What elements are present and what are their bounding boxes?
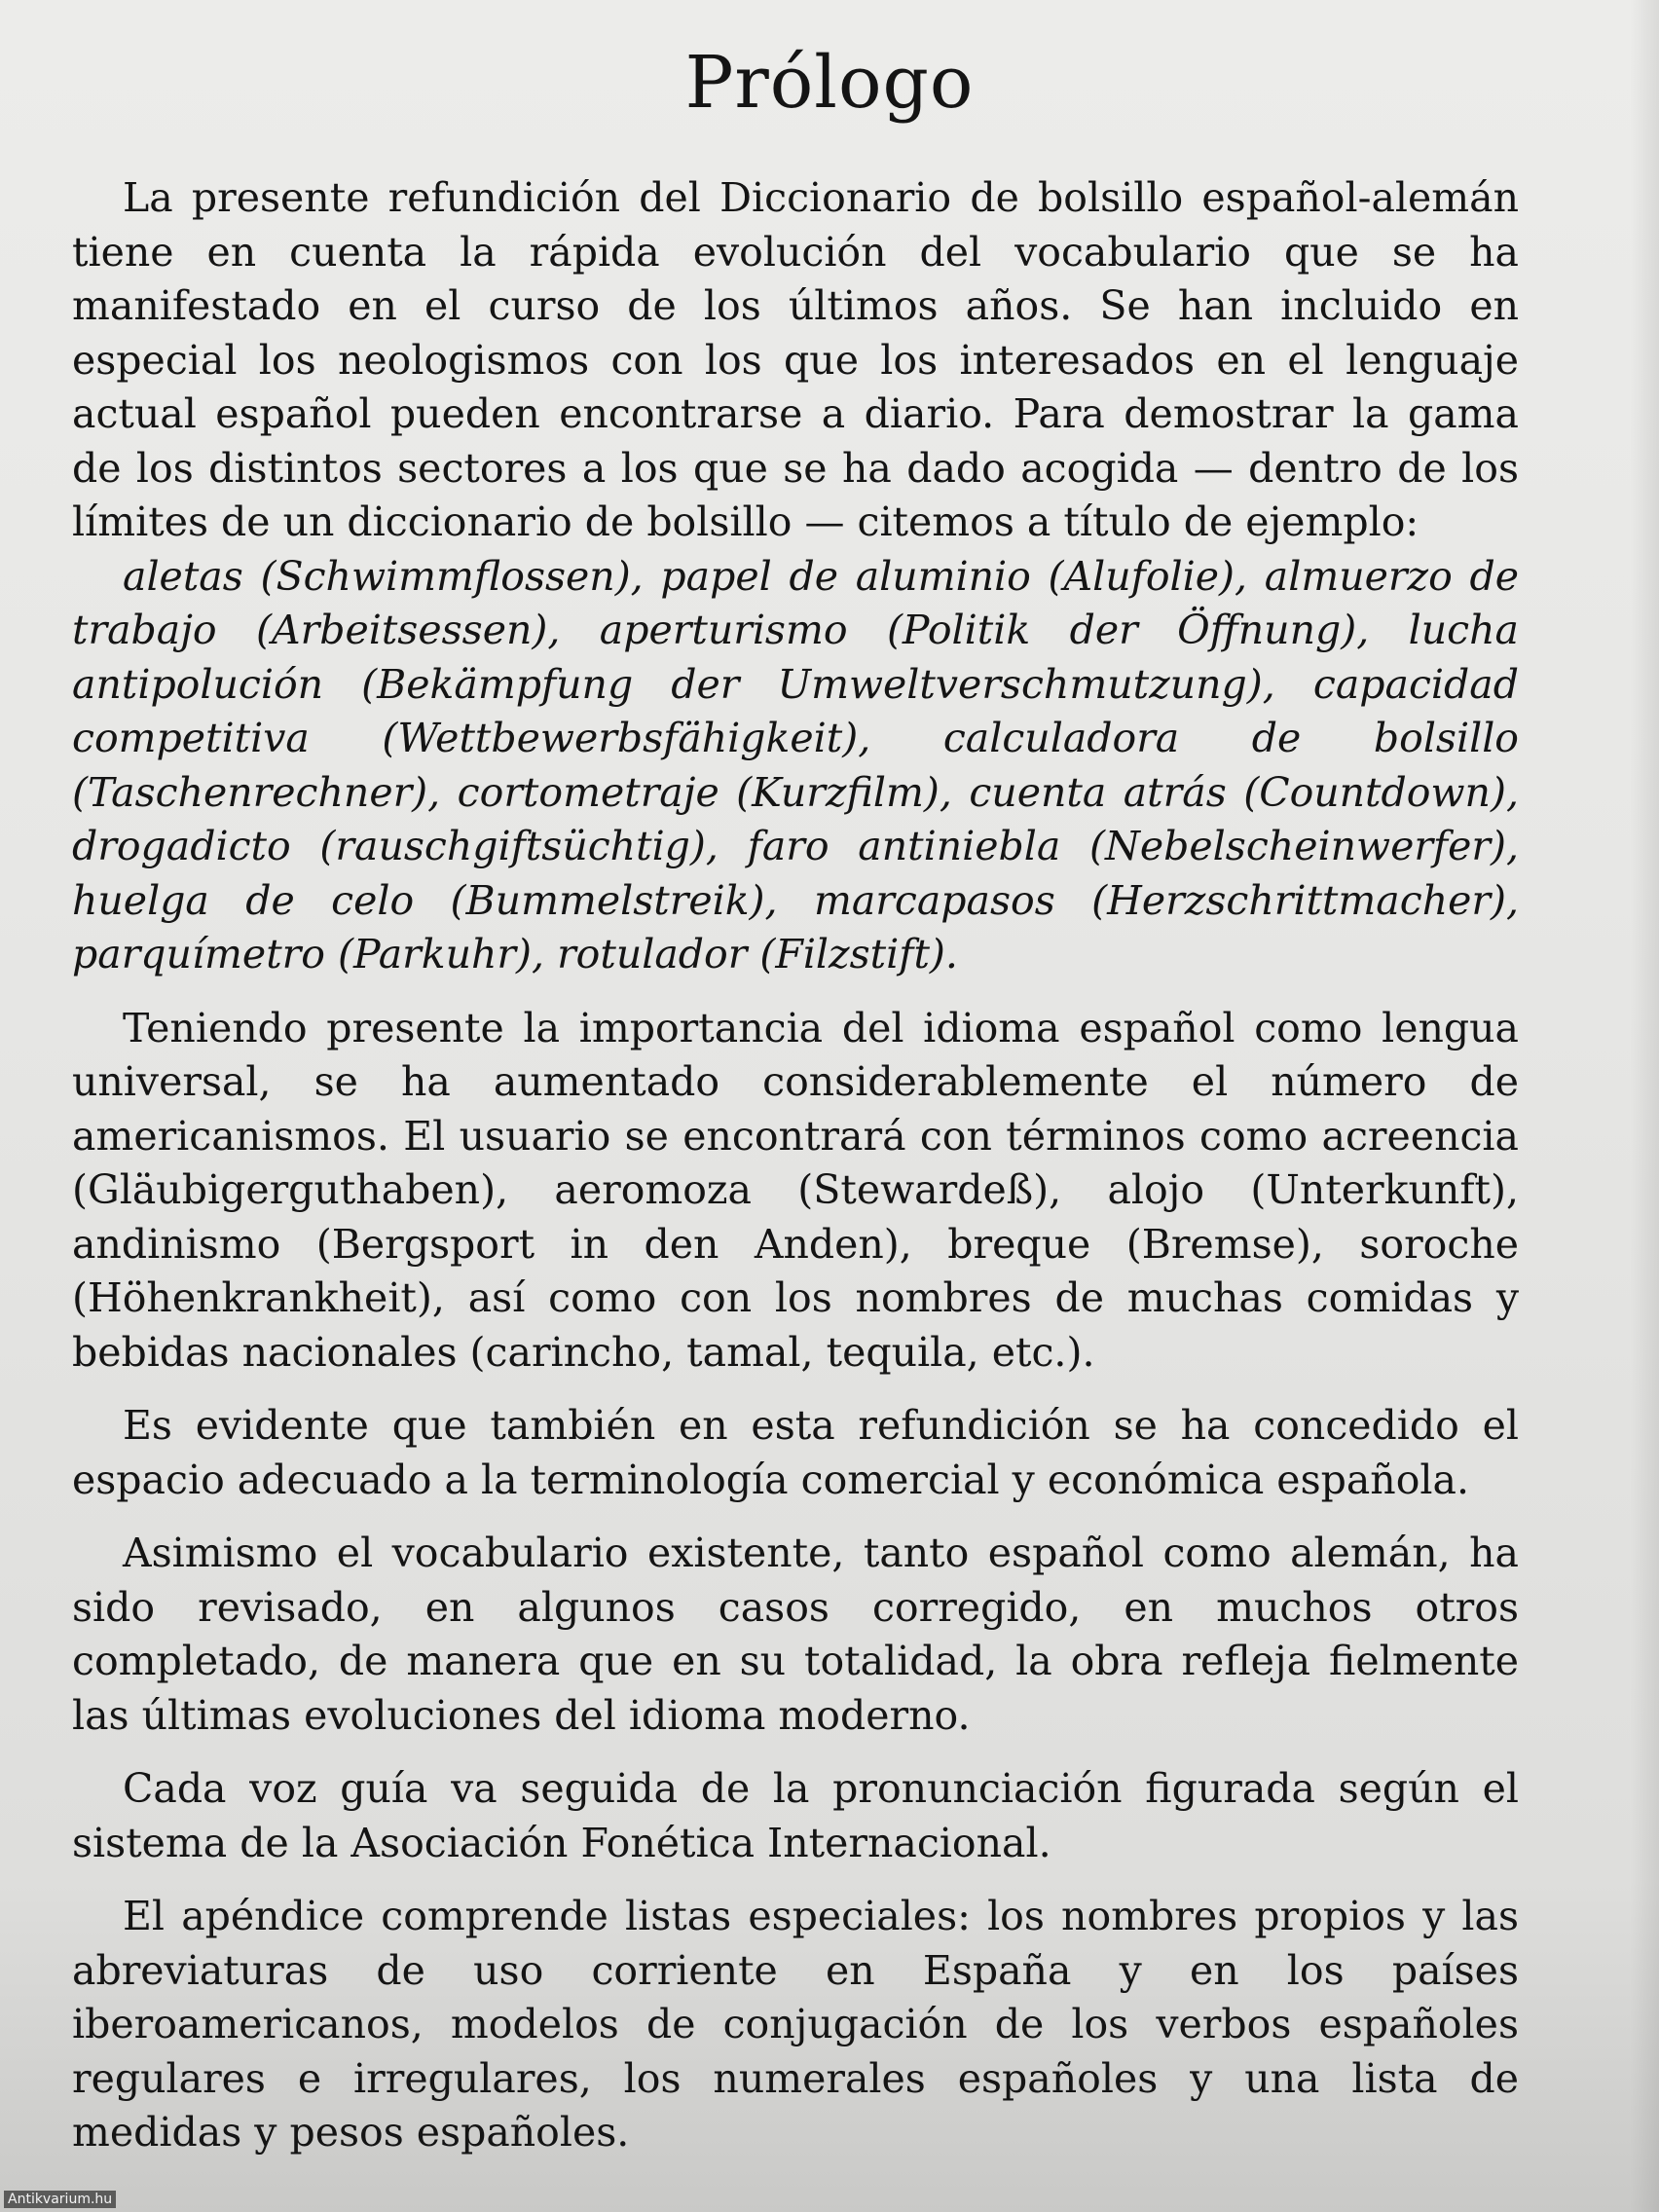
- paragraph-pronunciation: Cada voz guía va seguida de la pronunciación figurada según el sistema de la Asociación Fonética Internacional.: [72, 1765, 1519, 1866]
- paragraph-commercial-terminology: Es evidente que también en esta refundición se ha concedido el espacio adecuado a la terminología comercial y económica española.: [72, 1402, 1519, 1503]
- paragraph-intro: La presente refundición del Diccionario de bolsillo español-alemán tiene en cuenta la rápida evolución del vocabulario que se ha manifestado en el curso de los últimos años. Se han incluido en especial los neologismos con los que los interesados en el lenguaje actual español pueden encontrarse a diario. Para demostrar la gama de los distintos sectores a los que se ha dado acogida — dentro de los límites de un diccionario de bolsillo — citemos a título de ejemplo:: [72, 174, 1519, 545]
- page-title: Prólogo: [684, 41, 975, 125]
- paragraph-americanisms: Teniendo presente la importancia del idioma español como lengua universal, se ha aumentado considerablemente el número de americanismos. El usuario se encontrará con términos como acreencia (Gläubigerguthaben), aeromoza (Stewardeß), alojo (Unterkunft), andinismo (Bergsport in den Anden), breque (Bremse), soroche (Höhenkrankheit), así como con los nombres de muchas comidas y bebidas nacionales (carincho, tamal, tequila, etc.).: [72, 1004, 1519, 1376]
- prologue-body: [72, 171, 1519, 2160]
- page-edge-shadow: [1630, 0, 1659, 2212]
- watermark: Antikvarium.hu: [4, 2191, 116, 2208]
- paragraph-neologism-examples: aletas (Schwimmflossen), papel de aluminio (Alufolie), almuerzo de trabajo (Arbeitsessen), aperturismo (Politik der Öffnung), lucha antipolución (Bekämpfung der Umweltverschmutzung), capacidad competitiva (Wettbewerbsfähigkeit), calculadora de bolsillo (Taschenrechner), cortometraje (Kurzfilm), cuenta atrás (Countdown), drogadicto (rauschgiftsüchtig), faro antiniebla (Nebelscheinwerfer), huelga de celo (Bummelstreik), marcapasos (Herzschrittmacher), parquímetro (Parkuhr), rotulador (Filzstift).: [72, 552, 1519, 977]
- paragraph-appendix: El apéndice comprende listas especiales: los nombres propios y las abreviaturas de uso corriente en España y en los países iberoamericanos, modelos de conjugación de los verbos españoles regulares e irregulares, los numerales españoles y una lista de medidas y pesos españoles.: [72, 1893, 1519, 2156]
- paragraph-revision: Asimismo el vocabulario existente, tanto español como alemán, ha sido revisado, en algunos casos corregido, en muchos otros completado, de manera que en su totalidad, la obra refleja fielmente las últimas evoluciones del idioma moderno.: [72, 1530, 1519, 1739]
